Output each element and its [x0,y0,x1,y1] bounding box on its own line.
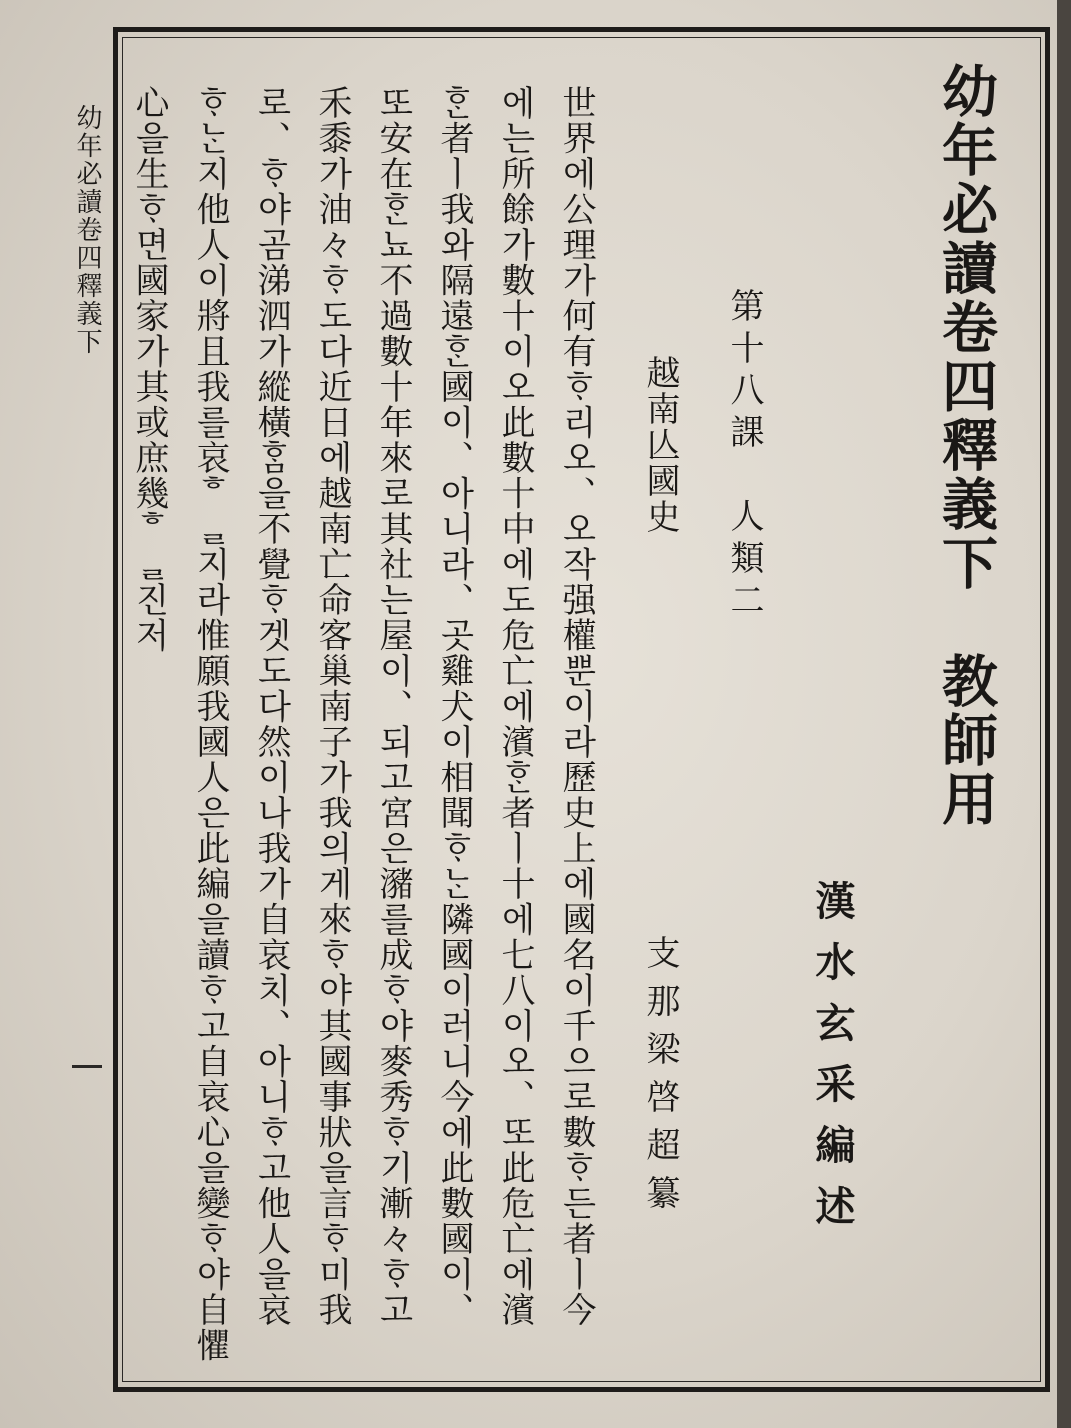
body-text-line: 禾黍가油々ᄒᆞ도다近日에越南亡命客巢南子가我의게來ᄒᆞ야其國事狀을言ᄒᆞ미我 [312,85,352,1328]
compiler-credit: 支那梁啓超纂 [640,935,680,1223]
body-text-line: 世界에公理가何有ᄒᆞ리오、오작强權뿐이라歷史上에國名이千으로數ᄒᆞ든者ㅣ今 [556,85,596,1328]
body-text-line: 로、ᄒᆞ야곰涕泗가縱橫ᄒᆞᆷ을不覺ᄒᆞ겟도다然이나我가自哀치、아니ᄒᆞ고他人을哀 [251,85,291,1328]
page-edge-shadow [1057,0,1071,1428]
page-number [72,1065,102,1068]
author-credit: 漢水玄采編述 [809,880,856,1246]
body-text-line: 에는所餘가數十이오此數十中에도危亡에濱ᄒᆞᆫ者ㅣ十에七八이오、또此危亡에濱 [495,85,535,1328]
book-title: 幼年必讀卷四釋義下 教師用 [933,62,999,829]
body-text-line: ᄒᆞᄂᆞᆫ지他人이將且我를哀ᄒᆯ지라惟願我國人은此編을讀ᄒᆞ고自哀心을變ᄒᆞ야自懼 [190,85,230,1363]
body-text-line: 心을生ᄒᆞ면國家가其或庶幾ᄒᆯ진저 [129,85,169,653]
margin-running-title: 幼年必讀卷四釋義下 [72,104,102,356]
body-text-line: ᄒᆞᆫ者ㅣ我와隔遠ᄒᆞᆫ國이、아니라、곳雞犬이相聞ᄒᆞᄂᆞᆫ隣國이러니今에此數國이、 [434,85,474,1328]
body-text-line: 또安在ᄒᆞᆫ뇨不過數十年來로其社는屋이、되고宮은瀦를成ᄒᆞ야麥秀ᄒᆞ기漸々ᄒᆞ고 [373,85,413,1328]
lesson-subject: 越南亾國史 [640,355,680,535]
lesson-heading: 第十八課 人類二 [724,288,764,624]
